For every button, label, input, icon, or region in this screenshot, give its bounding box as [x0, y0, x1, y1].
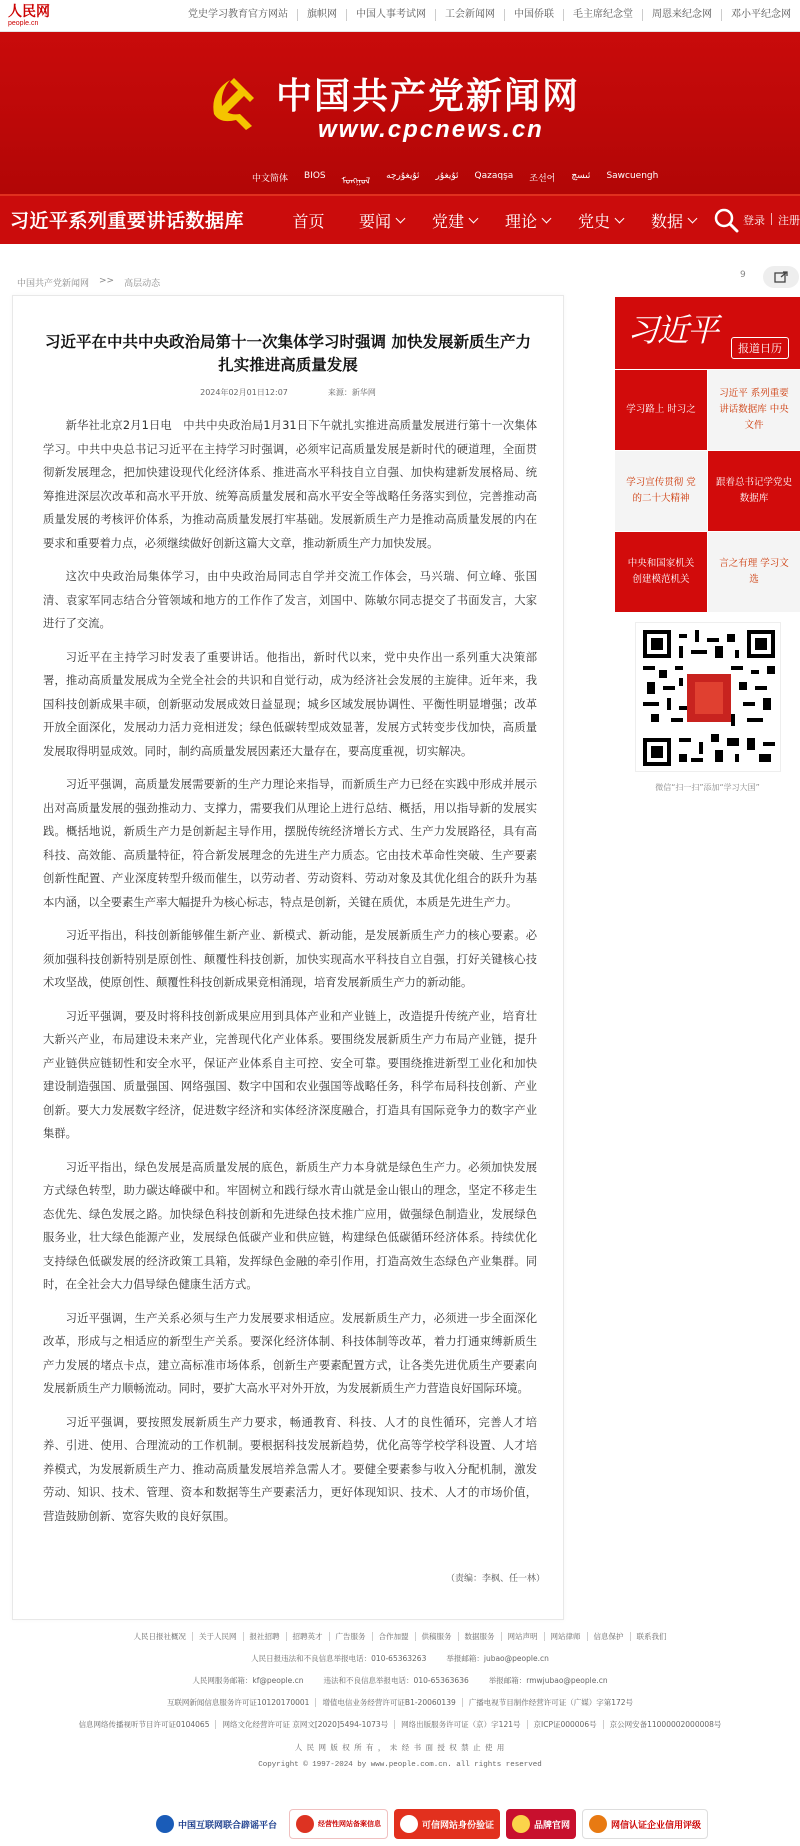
- badge-label: 中国互联网联合辟谣平台: [178, 1820, 278, 1831]
- footer-license[interactable]: 增值电信业务经营许可证B1-20060139: [315, 1698, 461, 1707]
- language-link[interactable]: Qazaqşa: [474, 171, 514, 181]
- site-url: www.cpcnews.cn: [318, 116, 544, 143]
- feature-grid: [615, 370, 800, 612]
- rumor-platform-badge[interactable]: [150, 1809, 283, 1839]
- footer: [0, 1632, 800, 1769]
- divider: [771, 213, 772, 225]
- copyright-line: Copyright © 1997-2024 by www.people.com.cn. all rights reserved: [258, 1761, 542, 1769]
- badge-icon: [400, 1815, 418, 1833]
- feature-tile[interactable]: 学习宣传贯彻 党的二十大精神: [615, 451, 707, 531]
- feature-tile[interactable]: 习近平 系列重要讲话数据库 中央文件: [708, 370, 800, 450]
- article-paragraph: 这次中央政治局集体学习，由中央政治局同志自学并交流工作体会，马兴瑞、何立峰、张国清、袁家军同志结合分管领域和地方的工作作了发言，刘国中、陈敏尔同志提交了书面发言，大家进行了交流。: [43, 570, 537, 630]
- footer-link[interactable]: 报社招聘: [243, 1632, 286, 1641]
- footer-license-row: [0, 1698, 800, 1707]
- certification-badges: [150, 1809, 708, 1839]
- footer-link[interactable]: 供稿服务: [415, 1632, 458, 1641]
- footer-link[interactable]: 网站律师: [544, 1632, 587, 1641]
- calendar-badge: 报道日历: [731, 337, 789, 359]
- footer-link[interactable]: 网站声明: [501, 1632, 544, 1641]
- footer-link[interactable]: 数据服务: [458, 1632, 501, 1641]
- top-links: [179, 9, 800, 21]
- logo-text: 人民网: [8, 4, 50, 20]
- footer-license[interactable]: 京ICP证000006号: [527, 1720, 603, 1729]
- badge-icon: [589, 1815, 607, 1833]
- badge-label: 网信认证企业信用评级: [611, 1820, 702, 1831]
- top-bar: [0, 0, 800, 32]
- footer-license[interactable]: 网络文化经营许可证 京网文[2020]5494-1073号: [215, 1720, 394, 1729]
- login-link[interactable]: 登录: [743, 214, 765, 227]
- nav-item-data[interactable]: [637, 209, 710, 232]
- search-icon[interactable]: [713, 207, 739, 233]
- breadcrumb-link[interactable]: 中国共产党新闻网: [17, 279, 90, 289]
- article-paragraph: 习近平指出，绿色发展是高质量发展的底色，新质生产力本身就是绿色生产力。必须加快发展方式绿色转型，助力碳达峰碳中和。牢固树立和践行绿水青山就是金山银山的理念，坚定不移走生态优先、绿色发展之路。加快绿色科技创新和先进绿色技术推广应用，做强绿色制造业，发展绿色服务业，壮大绿色能源产业，发展绿色低碳产业和供应链，构建绿色低碳循环经济体系。持续优化支持绿色低碳发展的经济政策工具箱，发挥绿色金融的牵引作用，打造高效生态绿色产业集群。同时，在全社会大力倡导绿色健康生活方式。: [43, 1160, 537, 1291]
- nav-item-home[interactable]: [272, 209, 345, 232]
- chevron-down-icon: [615, 213, 625, 223]
- share-button[interactable]: [763, 266, 799, 288]
- nav-item-news[interactable]: [345, 209, 418, 232]
- badge-icon: [512, 1815, 530, 1833]
- footer-text: 人民网服务邮箱：kf@people.cn: [192, 1676, 304, 1685]
- register-link[interactable]: 注册: [778, 214, 800, 227]
- nav-label: 党建: [431, 211, 464, 231]
- credit-rating-badge[interactable]: [582, 1809, 708, 1839]
- footer-link[interactable]: 人民日报社概况: [133, 1632, 186, 1641]
- qr-code: [635, 622, 781, 772]
- footer-license[interactable]: 网络出版服务许可证（京）字121号: [394, 1720, 526, 1729]
- language-link[interactable]: Sawcuengh: [606, 171, 659, 181]
- language-link[interactable]: ئۇيغۇر: [435, 171, 459, 181]
- footer-link[interactable]: 广告服务: [329, 1632, 372, 1641]
- language-link[interactable]: 中文简体: [252, 174, 289, 184]
- article-paragraph: 习近平强调，生产关系必须与生产力发展要求相适应。发展新质生产力，必须进一步全面深化改革，形成与之相适应的新型生产关系。要深化经济体制、科技体制等改革，着力打通束缚新质生产力发展的堵点卡点，建立高标准市场体系，创新生产要素配置方式，让各类先进优质生产要素向发展新质生产力顺畅流动。同时，要扩大高水平对外开放，为发展新质生产力营造良好国际环境。: [43, 1311, 537, 1395]
- language-links: [252, 171, 658, 187]
- article-container: [12, 295, 564, 1620]
- footer-info-row: [0, 1654, 800, 1663]
- article-body: [43, 414, 537, 1528]
- feature-tile[interactable]: 跟着总书记学党史 数据库: [708, 451, 800, 531]
- footer-text: 举报邮箱：jubao@people.cn: [446, 1654, 549, 1663]
- footer-license[interactable]: 信息网络传播视听节目许可证0104065: [78, 1720, 210, 1729]
- site-title: 中国共产党新闻网: [276, 76, 581, 117]
- footer-links: [0, 1632, 800, 1641]
- footer-link[interactable]: 招聘英才: [286, 1632, 329, 1641]
- language-link[interactable]: ئىسچ: [571, 171, 591, 181]
- footer-text: 举报邮箱：rmwjubao@people.cn: [488, 1676, 608, 1685]
- article-meta: [13, 387, 563, 398]
- top-link[interactable]: 工会新闻网: [435, 9, 504, 21]
- badge-icon: [296, 1815, 314, 1833]
- footer-link[interactable]: 联系我们: [630, 1632, 673, 1641]
- article-paragraph: 习近平强调，要及时将科技创新成果应用到具体产业和产业链上，改造提升传统产业，培育壮大新兴产业，布局建设未来产业，完善现代化产业体系。要围绕发展新质生产力布局产业链，提升产业链供应链韧性和安全水平，保证产业体系自主可控、安全可靠。要围绕推进新型工业化和加快建设制造强国、质量强国、网络强国、数字中国和农业强国等战略任务，科学布局科技创新、产业创新。要大力发展数字经济，促进数字经济和实体经济深度融合，打造具有国际竞争力的数字产业集群。: [43, 1009, 537, 1140]
- trusted-site-badge[interactable]: [394, 1809, 500, 1839]
- chevron-down-icon: [469, 213, 479, 223]
- feature-tile[interactable]: 学习路上 时习之: [615, 370, 707, 450]
- logo-subtext: people.cn: [8, 20, 39, 27]
- party-emblem-icon: [200, 70, 264, 134]
- footer-license-row: [0, 1720, 800, 1729]
- footer-link[interactable]: 合作加盟: [372, 1632, 415, 1641]
- sidebar: [615, 297, 800, 793]
- people-logo[interactable]: [8, 6, 50, 30]
- copyright-notice: 人 民 网 版 权 所 有 ， 未 经 书 面 授 权 禁 止 使 用: [294, 1743, 506, 1752]
- chevron-down-icon: [542, 213, 552, 223]
- feature-tile[interactable]: 中央和国家机关 创建模范机关: [615, 532, 707, 612]
- calendar-title: 习近平: [627, 311, 718, 349]
- article-title: 习近平在中共中央政治局第十一次集体学习时强调 加快发展新质生产力 扎实推进高质量发展: [45, 333, 531, 374]
- article-date: 2024年02月01日12:07: [200, 388, 288, 397]
- article-paragraph: 习近平指出，科技创新能够催生新产业、新模式、新动能，是发展新质生产力的核心要素。必须加强科技创新特别是原创性、颠覆性科技创新，加快实现高水平科技自立自强，打好关键核心技术攻坚战，使原创性、颠覆性科技创新成果竞相涌现，培育发展新质生产力的新动能。: [43, 929, 537, 989]
- nav-label: 要闻: [358, 211, 391, 231]
- top-link[interactable]: 旗帜网: [297, 9, 346, 21]
- feature-tile[interactable]: 言之有理 学习文选: [708, 532, 800, 612]
- article-paragraph: 习近平强调，高质量发展需要新的生产力理论来指导，而新质生产力已经在实践中形成并展示出对高质量发展的强劲推动力、支撑力，需要我们从理论上进行总结、概括，用以指导新的发展实践。概括地说，新质生产力是创新起主导作用，摆脱传统经济增长方式、生产力发展路径，具有高科技、高效能、高质量特征，符合新发展理念的先进生产力质态。它由技术革命性突破、生产要素创新性配置、产业深度转型升级而催生，以劳动者、劳动资料、劳动对象及其优化组合的跃升为基本内涵，以全要素生产率大幅提升为核心标志，特点是创新，关键在质优，本质是先进生产力。: [43, 778, 537, 909]
- nav-label: 首页: [292, 211, 325, 231]
- top-link[interactable]: 中国人事考试网: [346, 9, 435, 21]
- footer-info-row: [0, 1676, 800, 1685]
- footer-text: 违法和不良信息举报电话：010-65363636: [323, 1676, 469, 1685]
- footer-license[interactable]: 京公网安备11000002000008号: [603, 1720, 728, 1729]
- breadcrumb-link[interactable]: 高层动态: [124, 279, 161, 289]
- footer-license[interactable]: 广播电视节目制作经营许可证（广媒）字第172号: [462, 1698, 639, 1707]
- article-paragraph: 习近平强调，要按照发展新质生产力要求，畅通教育、科技、人才的良性循环，完善人才培养、引进、使用、合理流动的工作机制。要根据科技发展新趋势，优化高等学校学科设置、人才培养模式，为发展新质生产力、推动高质量发展培养急需人才。要健全要素参与收入分配机制，激发劳动、知识、技术、管理、资本和数据等生产要素活力，更好体现知识、技术、人才的市场价值，营造鼓励创新、宽容失败的良好氛围。: [43, 1415, 537, 1523]
- site-banner: [0, 32, 800, 194]
- language-link[interactable]: BIOS: [304, 171, 326, 181]
- nav-item-party-building[interactable]: [418, 209, 491, 232]
- breadcrumb: [17, 276, 160, 289]
- language-link[interactable]: 조선어: [529, 174, 556, 184]
- share-count: 9: [740, 270, 746, 280]
- share-icon: [774, 271, 788, 283]
- footer-link[interactable]: 信息保护: [587, 1632, 630, 1641]
- footer-license[interactable]: 互联网新闻信息服务许可证10120170001: [166, 1698, 310, 1707]
- top-link[interactable]: 毛主席纪念堂: [563, 9, 642, 21]
- qr-code-icon: [643, 630, 775, 766]
- language-link[interactable]: ئۇيغۇرچە: [386, 171, 420, 181]
- badge-label: 经营性网站备案信息: [318, 1820, 382, 1828]
- article-source[interactable]: 来源：新华网: [327, 388, 376, 397]
- badge-icon: [156, 1815, 174, 1833]
- brand-site-badge[interactable]: [506, 1809, 576, 1839]
- chevron-down-icon: [396, 213, 406, 223]
- nav-label: 数据: [650, 211, 683, 231]
- database-title[interactable]: 习近平系列重要讲话数据库: [10, 210, 245, 232]
- footer-text: 人民日报违法和不良信息举报电话：010-65363263: [251, 1654, 427, 1663]
- calendar-banner[interactable]: [615, 297, 800, 369]
- nav-item-theory[interactable]: [491, 209, 564, 232]
- top-link[interactable]: 中国侨联: [504, 9, 563, 21]
- breadcrumb-separator: >>: [99, 276, 115, 286]
- nav-item-history[interactable]: [564, 209, 637, 232]
- qr-caption: 微信“扫一扫”添加“学习大国”: [655, 783, 760, 792]
- article-editor: （责编：李枫、任一林）: [445, 1574, 545, 1584]
- website-record-badge[interactable]: [289, 1809, 388, 1839]
- top-link[interactable]: 邓小平纪念网: [721, 9, 800, 21]
- article-paragraph: 新华社北京2月1日电 中共中央政治局1月31日下午就扎实推进高质量发展进行第十一次集体学习。中共中央总书记习近平在主持学习时强调，必须牢记高质量发展是新时代的硬道理，全面贯彻新发展理念，把加快建设现代化经济体系、推进高水平科技自立自强、加快构建新发展格局、统筹推进深层次改革和高水平开放、统筹高质量发展和高水平安全等战略任务落实到位，完善推动高质量发展的考核评价体系，为推动高质量发展打牢基础。发展新质生产力是推动高质量发展的内在要求和重要着力点，必须继续做好创新这篇大文章，推动新质生产力加快发展。: [43, 419, 537, 550]
- nav-label: 党史: [577, 211, 610, 231]
- article-paragraph: 习近平在主持学习时发表了重要讲话。他指出，新时代以来，党中央作出一系列重大决策部署，推动高质量发展成为全党全社会的共识和自觉行动，成为经济社会发展的主旋律。近年来，我国科技创新成果丰硕，创新驱动发展成效日益显现；城乡区域发展协调性、平衡性明显增强；改革开放全面深化，发展动力活力竞相迸发；绿色低碳转型成效显著，发展方式转变步伐加快，高质量发展取得明显成效。同时，制约高质量发展因素还大量存在，要高度重视，切实解决。: [43, 650, 537, 758]
- badge-label: 品牌官网: [534, 1820, 571, 1831]
- top-link[interactable]: 党史学习教育官方网站: [188, 9, 288, 20]
- nav-label: 理论: [504, 211, 537, 231]
- footer-link[interactable]: 关于人民网: [192, 1632, 243, 1641]
- chevron-down-icon: [688, 213, 698, 223]
- language-link[interactable]: ᠮᠤᠩᠭᠤᠯ: [341, 177, 371, 187]
- badge-label: 可信网站身份验证: [422, 1820, 495, 1831]
- main-nav: [0, 194, 800, 244]
- top-link[interactable]: 周恩来纪念网: [642, 9, 721, 21]
